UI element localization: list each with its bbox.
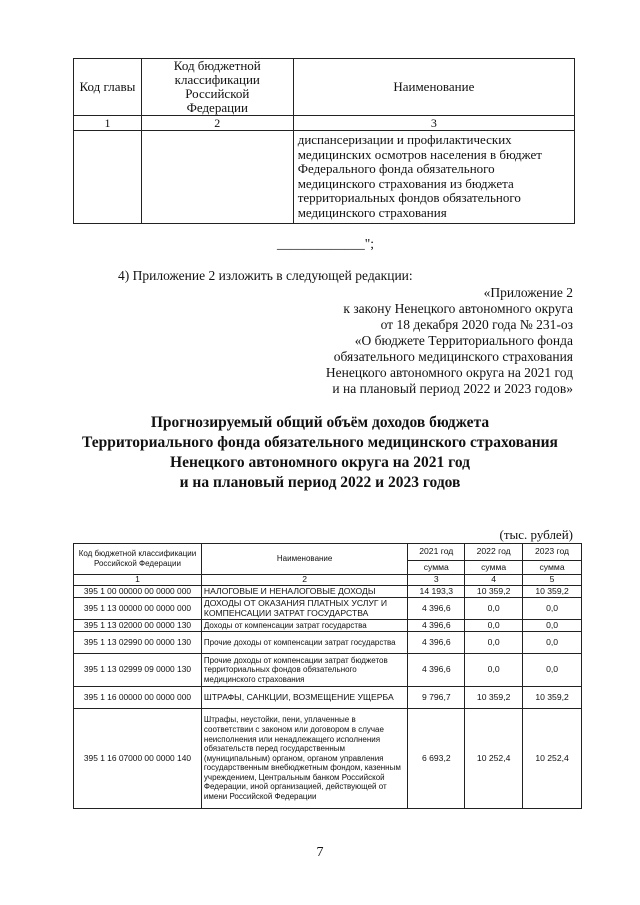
table-row (74, 687, 582, 709)
budget-code: 395 1 13 02999 09 0000 130 (74, 654, 202, 687)
appendix-line: «Приложение 2 (483, 285, 573, 300)
closing-mark: _____________"; (277, 236, 375, 251)
column-number: 4 (465, 575, 523, 586)
header-sum: сумма (408, 561, 465, 575)
budget-code: 395 1 13 02000 00 0000 130 (74, 620, 202, 632)
revenue-name: ШТРАФЫ, САНКЦИИ, ВОЗМЕЩЕНИЕ УЩЕРБА (201, 687, 407, 709)
table-row (74, 709, 582, 809)
column-number: 1 (74, 116, 142, 131)
amount-2022: 10 359,2 (465, 586, 523, 598)
budget-code: 395 1 00 00000 00 0000 000 (74, 586, 202, 598)
amount-2023: 0,0 (523, 654, 582, 687)
header-name: Наименование (293, 59, 574, 116)
column-number: 5 (523, 575, 582, 586)
amount-2023: 0,0 (523, 620, 582, 632)
amount-2022: 0,0 (465, 598, 523, 620)
amount-2021: 4 396,6 (408, 654, 465, 687)
title-line: и на плановый период 2022 и 2023 годов (179, 474, 461, 491)
page-number: 7 (316, 845, 324, 860)
column-number: 3 (408, 575, 465, 586)
table-row (74, 598, 582, 620)
table-row (74, 632, 582, 654)
instruction-text: 4) Приложение 2 изложить в следующей редакции: (118, 268, 413, 283)
title-line: Территориального фонда обязательного медицинского страхования (82, 434, 558, 451)
appendix-line: и на плановый период 2022 и 2023 годов» (332, 381, 573, 396)
revenue-name: ДОХОДЫ ОТ ОКАЗАНИЯ ПЛАТНЫХ УСЛУГ И КОМПЕНСАЦИИ ЗАТРАТ ГОСУДАРСТВА (201, 598, 407, 620)
revenue-name: Штрафы, неустойки, пени, уплаченные в соответствии с законом или договором в случае неисполнения или ненадлежащего исполнения обязательств перед государственным (муниципальным) органом, органом управления государственным внебюджетным фондом, казенным учреждением, Центральным банком Российской Федерации, иной организацией, действующей от имени Российской Федерации (201, 709, 407, 809)
header-year: 2023 год (523, 544, 582, 561)
empty-cell (141, 131, 293, 224)
header-budget-code: Код бюджетной классификации Российской Федерации (74, 544, 202, 575)
amount-2022: 10 252,4 (465, 709, 523, 809)
amount-2022: 0,0 (465, 632, 523, 654)
appendix-line: Ненецкого автономного округа на 2021 год (325, 365, 573, 380)
budget-code: 395 1 16 07000 00 0000 140 (74, 709, 202, 809)
table-row (74, 654, 582, 687)
appendix-line: обязательного медицинского страхования (333, 349, 573, 364)
header-sum: сумма (523, 561, 582, 575)
amount-2021: 9 796,7 (408, 687, 465, 709)
header-budget-code: Код бюджетной классификации Российской Федерации (141, 59, 293, 116)
empty-cell (74, 131, 142, 224)
table-row (74, 586, 582, 598)
amount-2022: 0,0 (465, 620, 523, 632)
amount-2022: 10 359,2 (465, 687, 523, 709)
amount-2023: 10 359,2 (523, 586, 582, 598)
title-line: Ненецкого автономного округа на 2021 год (170, 454, 470, 471)
revenue-table (73, 543, 582, 809)
amount-2021: 4 396,6 (408, 632, 465, 654)
amount-2021: 6 693,2 (408, 709, 465, 809)
header-sum: сумма (465, 561, 523, 575)
column-number: 2 (201, 575, 407, 586)
column-number: 2 (141, 116, 293, 131)
header-chapter-code: Код главы (74, 59, 142, 116)
revenue-name: Прочие доходы от компенсации затрат государства (201, 632, 407, 654)
amount-2021: 4 396,6 (408, 598, 465, 620)
title-line: Прогнозируемый общий объём доходов бюджета (150, 414, 490, 431)
header-year: 2022 год (465, 544, 523, 561)
amount-2023: 10 252,4 (523, 709, 582, 809)
units-label: (тыс. рублей) (499, 527, 573, 542)
continuation-text: диспансеризации и профилактических медицинских осмотров населения в бюджет Федерального фонда обязательного медицинского страхования из бюджета территориальных фондов обязательного медицинского страхования (293, 131, 574, 224)
amount-2023: 0,0 (523, 632, 582, 654)
amount-2022: 0,0 (465, 654, 523, 687)
column-number: 3 (293, 116, 574, 131)
continuation-table (73, 58, 575, 224)
budget-code: 395 1 13 02990 00 0000 130 (74, 632, 202, 654)
appendix-line: от 18 декабря 2020 года № 231-оз (380, 317, 573, 332)
column-number: 1 (74, 575, 202, 586)
header-year: 2021 год (408, 544, 465, 561)
revenue-name: НАЛОГОВЫЕ И НЕНАЛОГОВЫЕ ДОХОДЫ (201, 586, 407, 598)
amount-2023: 10 359,2 (523, 687, 582, 709)
appendix-line: к закону Ненецкого автономного округа (343, 301, 573, 316)
budget-code: 395 1 13 00000 00 0000 000 (74, 598, 202, 620)
amount-2021: 14 193,3 (408, 586, 465, 598)
appendix-line: «О бюджете Территориального фонда (354, 333, 573, 348)
revenue-name: Прочие доходы от компенсации затрат бюджетов территориальных фондов обязательного медицинского страхования (201, 654, 407, 687)
amount-2023: 0,0 (523, 598, 582, 620)
table-row (74, 620, 582, 632)
amount-2021: 4 396,6 (408, 620, 465, 632)
revenue-name: Доходы от компенсации затрат государства (201, 620, 407, 632)
header-name: Наименование (201, 544, 407, 575)
budget-code: 395 1 16 00000 00 0000 000 (74, 687, 202, 709)
